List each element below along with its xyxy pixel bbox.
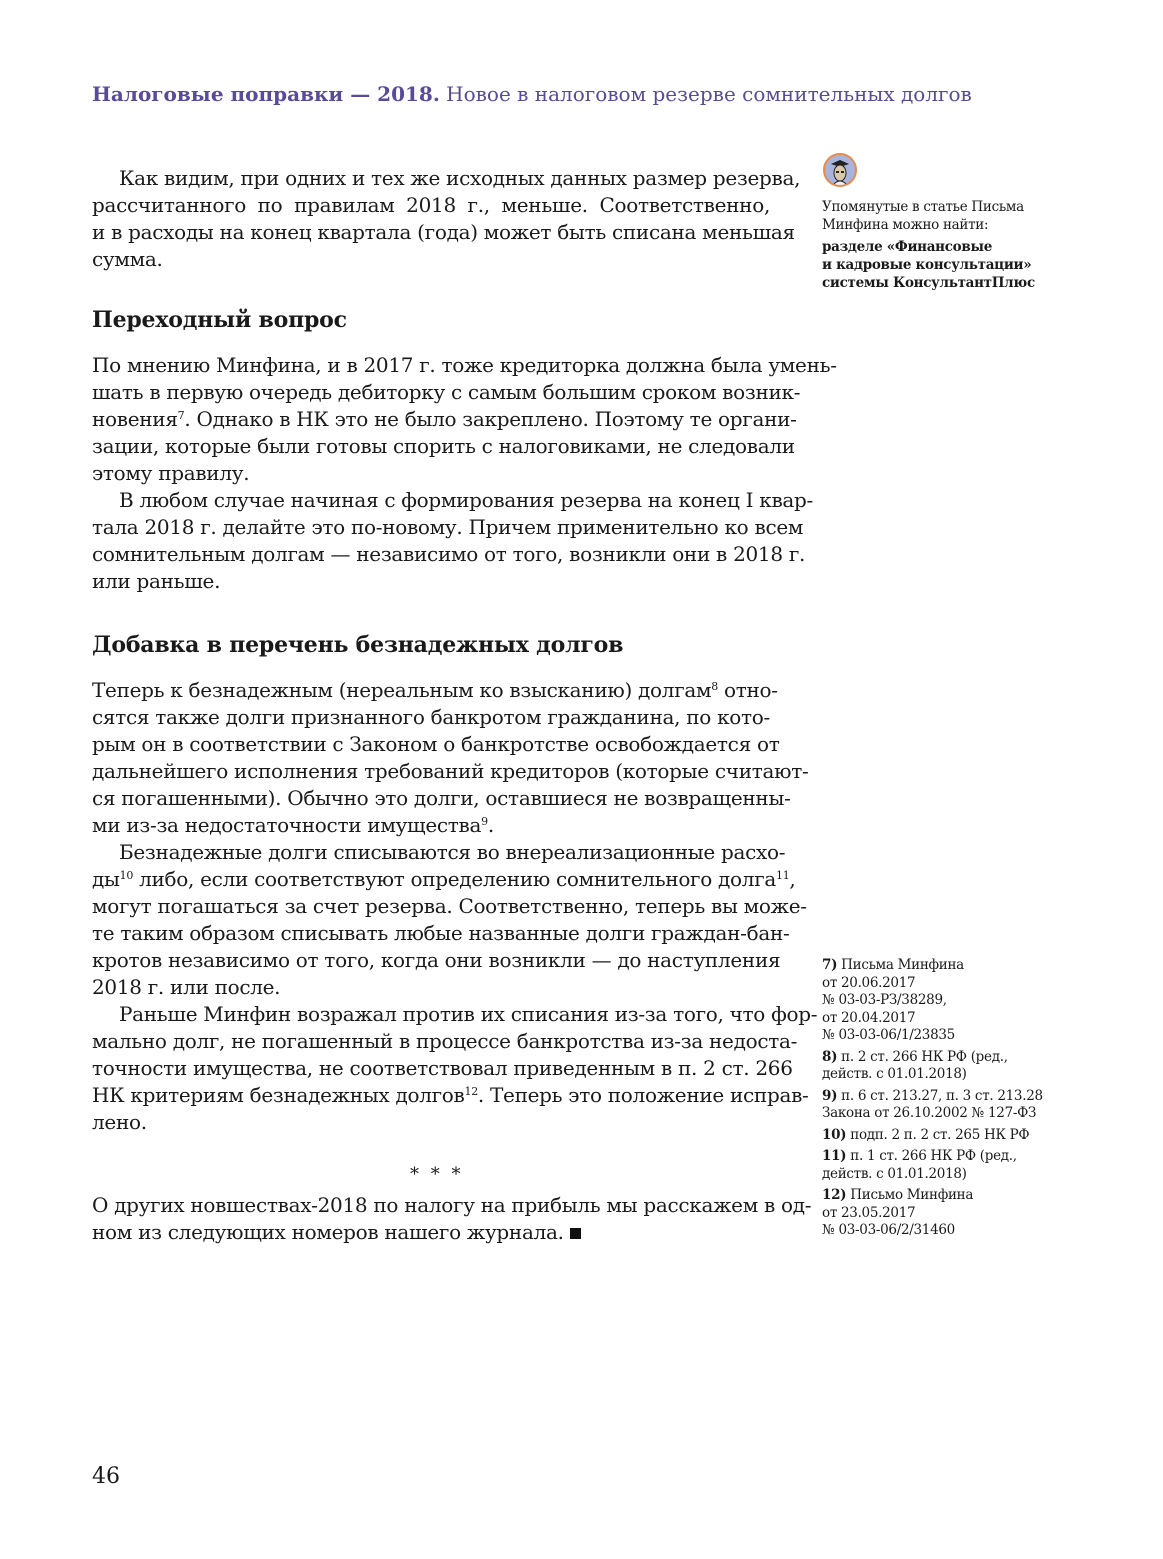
text-line: [92, 1055, 793, 1082]
footnote-number: 7): [822, 957, 838, 973]
text-run: ся погашенными). Обычно это долги, оставшиеся не возвращенны-: [92, 786, 791, 810]
footnote-ref: 12: [464, 1085, 478, 1098]
text-run: . Теперь это положение исправ-: [477, 1083, 809, 1107]
text-run: . Однако в НК это не было закреплено. Поэтому те органи-: [184, 407, 797, 431]
text-line: [92, 704, 770, 731]
header-title-rest: Новое в налоговом резерве сомнительных долгов: [439, 82, 972, 106]
text-line: [92, 1082, 809, 1109]
text-run: Раньше Минфин возражал против их списания из-за того, что фор-: [119, 1002, 818, 1026]
footnote-line: от 23.05.2017: [822, 1204, 916, 1221]
footnote-number: 9): [822, 1087, 838, 1104]
text-run: дальнейшего исполнения требований кредиторов (которые считают-: [92, 759, 809, 783]
footnote-ref: 9: [481, 815, 488, 828]
text-line: [92, 974, 770, 1001]
footnote-ref: 11: [776, 869, 790, 882]
text-run: новения: [92, 407, 178, 431]
text-run: сумма.: [92, 247, 163, 271]
text-line: [92, 812, 770, 839]
text-run: ми из-за недостаточности имущества: [92, 813, 482, 837]
text-run: рым он в соответствии с Законом о банкротстве освобождается от: [92, 732, 780, 756]
footnote-line: действ. с 01.01.2018): [822, 1066, 967, 1082]
text-line: [92, 1028, 798, 1055]
text-line: [92, 433, 795, 460]
text-run: Безнадежные долги списываются во внереализационные расхо-: [119, 840, 786, 864]
footnote-line: действ. с 01.01.2018): [822, 1165, 967, 1182]
text-line: [92, 1001, 818, 1028]
running-header: [92, 82, 972, 106]
text-run: Теперь к безнадежным (нереальным ко взысканию) долгам: [92, 678, 712, 702]
text-run: ном из следующих номеров нашего журнала.: [92, 1220, 564, 1244]
sidebar-note: [822, 198, 1052, 292]
text-line: [92, 379, 801, 406]
footnotes: [822, 957, 1052, 1244]
text-line: [92, 893, 807, 920]
consultant-avatar-icon: [823, 153, 857, 187]
footnote: [822, 957, 1052, 1045]
text-run: те таким образом списывать любые названные долги граждан-бан-: [92, 921, 790, 945]
sidebar-note-line: Минфина можно найти:: [822, 217, 989, 233]
text-run: мально долг, не погашенный в процессе банкротства из-за недоста-: [92, 1029, 798, 1053]
footnote-line: 10) подп. 2 п. 2 ст. 265 НК РФ: [822, 1126, 1030, 1143]
text-run: кротов независимо от того, когда они возникли — до наступления: [92, 948, 781, 972]
footnote: [822, 1088, 1052, 1123]
footnote-number: 10): [822, 1126, 847, 1143]
footnote-line: 9) п. 6 ст. 213.27, п. 3 ст. 213.28: [822, 1087, 1043, 1104]
section-heading-bad-debts: Добавка в перечень безнадежных долгов: [92, 632, 624, 658]
text-run: О других новшествах-2018 по налогу на прибыль мы расскажем в од-: [92, 1193, 812, 1217]
footnote: [822, 1148, 1052, 1183]
text-run: шать в первую очередь дебиторку с самым большим сроком возник-: [92, 380, 801, 404]
header-title-bold: Налоговые поправки — 2018.: [92, 82, 440, 106]
footnote: [822, 1049, 1052, 1084]
text-line: [92, 246, 770, 273]
footnote: [822, 1187, 1052, 1240]
footnote-line: Закона от 26.10.2002 № 127-ФЗ: [822, 1105, 1037, 1121]
footnote-line: 7) Письма Минфина: [822, 957, 964, 973]
text-run: зации, которые были готовы спорить с налоговиками, не следовали: [92, 434, 795, 458]
intro-text: [92, 165, 801, 273]
text-line: [92, 866, 796, 893]
text-line: [92, 1219, 770, 1246]
text-line: [92, 785, 791, 812]
text-run: ды: [92, 867, 120, 891]
sidebar-source-line: разделе «Финансовые: [822, 239, 992, 255]
text-line: [92, 352, 837, 379]
footnote-line: от 20.04.2017: [822, 1009, 916, 1026]
text-run: НК критериям безнадежных долгов: [92, 1083, 465, 1107]
separator: * * *: [410, 1164, 464, 1185]
sidebar-note-line: Упомянутые в статье Письма: [822, 199, 1024, 215]
end-of-article-icon: [570, 1228, 581, 1239]
footnote-ref: 7: [177, 409, 185, 422]
text-run: сомнительным долгам — независимо от того, возникли они в 2018 г.: [92, 542, 806, 566]
section-bad-debts-body: [92, 677, 818, 1136]
footnote-line: 11) п. 1 ст. 266 НК РФ (ред.,: [822, 1148, 1017, 1164]
footnote-line: № 03-03-06/2/31460: [822, 1222, 955, 1238]
section-heading-transition: Переходный вопрос: [92, 307, 347, 333]
text-line: [92, 192, 770, 219]
text-run: рассчитанного по правилам 2018 г., меньше. Соответственно,: [92, 193, 770, 217]
text-line: [92, 1109, 770, 1136]
footnote-ref: 8: [711, 680, 718, 693]
text-run: сятся также долги признанного банкротом гражданина, по кото-: [92, 705, 770, 729]
page-number: 46: [92, 1464, 120, 1489]
text-run: этому правилу.: [92, 461, 250, 485]
text-line: [92, 514, 804, 541]
footnote-line: 8) п. 2 ст. 266 НК РФ (ред.,: [822, 1048, 1008, 1065]
footnote-line: № 03-03-06/1/23835: [822, 1027, 955, 1043]
closing-text: [92, 1192, 812, 1246]
text-line: [92, 219, 795, 246]
sidebar-source-line: и кадровые консультации»: [822, 257, 1032, 273]
text-line: [92, 406, 797, 433]
text-line: [92, 460, 770, 487]
text-line: [92, 568, 770, 595]
text-line: [92, 947, 781, 974]
text-run: и в расходы на конец квартала (года) может быть списана меньшая: [92, 220, 795, 244]
text-run: По мнению Минфина, и в 2017 г. тоже кредиторка должна была умень-: [92, 353, 837, 377]
text-run: тала 2018 г. делайте это по-новому. Причем применительно ко всем: [92, 515, 804, 539]
text-line: [92, 920, 790, 947]
text-line: [92, 165, 801, 192]
sidebar-source-line: системы КонсультантПлюс: [822, 275, 1035, 291]
text-run: либо, если соответствуют определению сомнительного долга: [133, 867, 776, 891]
text-run: отно-: [717, 678, 778, 702]
footnote-line: 12) Письмо Минфина: [822, 1187, 974, 1203]
text-run: лено.: [92, 1110, 147, 1134]
section-transition-body: [92, 352, 837, 595]
footnote-number: 8): [822, 1048, 838, 1065]
text-line: [92, 677, 778, 704]
text-run: 2018 г. или после.: [92, 975, 281, 999]
text-line: [92, 541, 806, 568]
text-run: В любом случае начиная с формирования резерва на конец I квар-: [119, 488, 813, 512]
text-line: [92, 731, 780, 758]
text-line: [92, 839, 786, 866]
text-run: точности имущества, не соответствовал приведенным в п. 2 ст. 266: [92, 1056, 793, 1080]
footnote-number: 11): [822, 1148, 847, 1164]
text-line: [92, 1192, 812, 1219]
text-run: могут погашаться за счет резерва. Соответственно, теперь вы може-: [92, 894, 807, 918]
footnote-number: 12): [822, 1187, 847, 1203]
text-line: [92, 487, 813, 514]
text-run: Как видим, при одних и тех же исходных данных размер резерва,: [119, 166, 801, 190]
text-run: или раньше.: [92, 569, 221, 593]
text-run: ,: [789, 867, 796, 891]
text-run: .: [487, 813, 494, 837]
footnote-ref: 10: [119, 869, 134, 882]
footnote-line: от 20.06.2017: [822, 974, 916, 991]
footnote-line: № 03-03-РЗ/38289,: [822, 992, 947, 1008]
text-line: [92, 758, 809, 785]
footnote: [822, 1127, 1052, 1145]
